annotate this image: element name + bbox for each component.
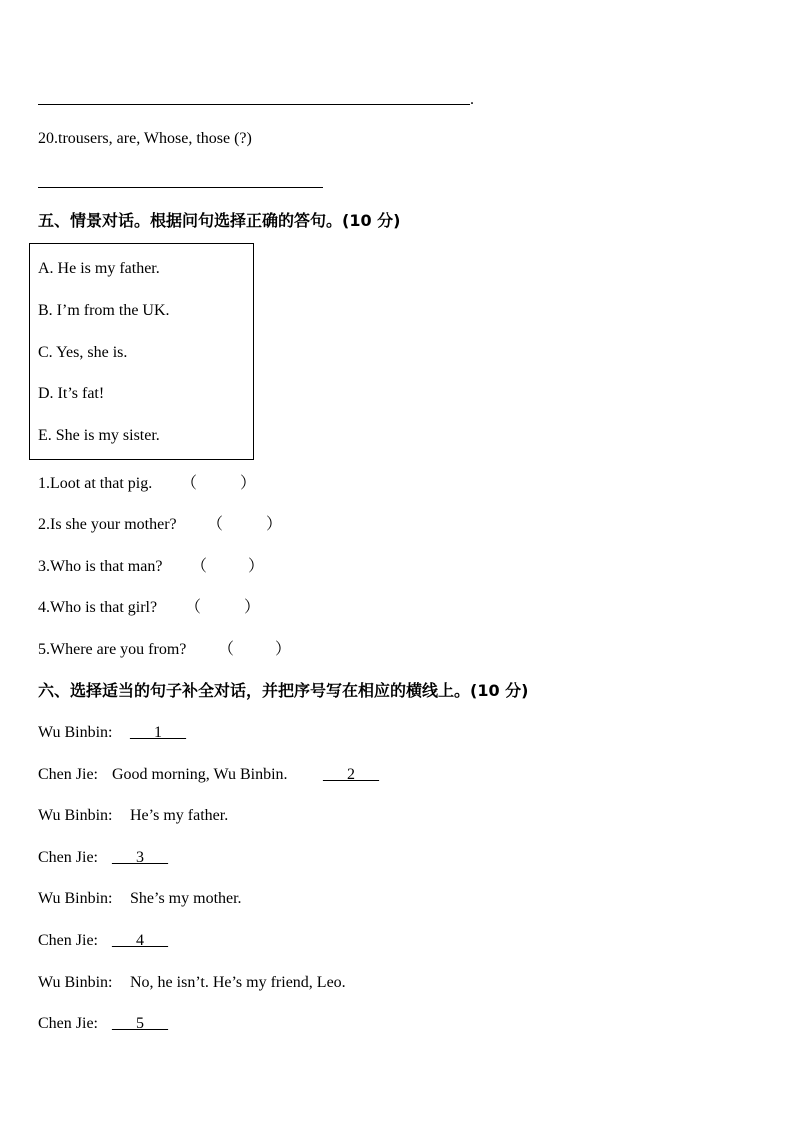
question-3: 3.Who is that man? [38,558,163,575]
dialogue-line-3-speaker: Wu Binbin: [38,807,113,824]
q20-prompt: 20.trousers, are, Whose, those (?) [38,130,252,147]
question-4-paren-open: （ [185,599,202,616]
q19-answer-line[interactable] [38,104,470,105]
dialogue-line-5-text: She’s my mother. [130,890,242,907]
question-2-paren-close: ） [266,516,283,533]
dialogue-line-8-blank[interactable]: ___5___ [112,1015,168,1032]
dialogue-line-3-text: He’s my father. [130,807,229,824]
question-2-answer-slot[interactable] [226,515,266,535]
dialogue-line-6-speaker: Chen Jie: [38,932,98,949]
section5-heading: 五、情景对话。根据问句选择正确的答句。(10 分) [38,211,401,230]
question-5-answer-slot[interactable] [237,640,275,660]
question-4-answer-slot[interactable] [204,598,244,618]
option-c: C. Yes, she is. [38,344,128,361]
question-2: 2.Is she your mother? [38,516,177,533]
option-b: B. I’m from the UK. [38,302,170,319]
dialogue-line-4-speaker: Chen Jie: [38,849,98,866]
q20-answer-line[interactable] [38,187,323,188]
option-a: A. He is my father. [38,260,160,277]
question-5-paren-open: （ [218,641,235,658]
dialogue-line-1-blank[interactable]: ___1___ [130,724,186,741]
dialogue-line-1-speaker: Wu Binbin: [38,724,113,741]
q19-end-mark: . [470,91,474,108]
dialogue-line-5-speaker: Wu Binbin: [38,890,113,907]
question-5-paren-close: ） [275,641,292,658]
question-3-paren-open: （ [191,558,208,575]
question-1-paren-open: （ [181,475,198,492]
option-e: E. She is my sister. [38,427,160,444]
dialogue-line-2-speaker: Chen Jie: [38,766,98,783]
question-4: 4.Who is that girl? [38,599,158,616]
question-3-answer-slot[interactable] [210,557,248,577]
dialogue-line-8-speaker: Chen Jie: [38,1015,98,1032]
dialogue-line-2-text: Good morning, Wu Binbin. [112,766,288,783]
question-3-paren-close: ） [248,558,265,575]
question-2-paren-open: （ [207,516,224,533]
question-1: 1.Loot at that pig. [38,475,153,492]
dialogue-line-2-blank[interactable]: ___2___ [323,766,379,783]
dialogue-line-6-blank[interactable]: ___4___ [112,932,168,949]
dialogue-line-7-speaker: Wu Binbin: [38,974,113,991]
option-d: D. It’s fat! [38,385,105,402]
question-4-paren-close: ） [244,599,261,616]
question-1-answer-slot[interactable] [200,474,240,494]
dialogue-line-7-text: No, he isn’t. He’s my friend, Leo. [130,974,346,991]
question-5: 5.Where are you from? [38,641,187,658]
question-1-paren-close: ） [240,475,257,492]
dialogue-line-4-blank[interactable]: ___3___ [112,849,168,866]
section6-heading: 六、选择适当的句子补全对话，并把序号写在相应的横线上。(10 分) [38,681,529,700]
